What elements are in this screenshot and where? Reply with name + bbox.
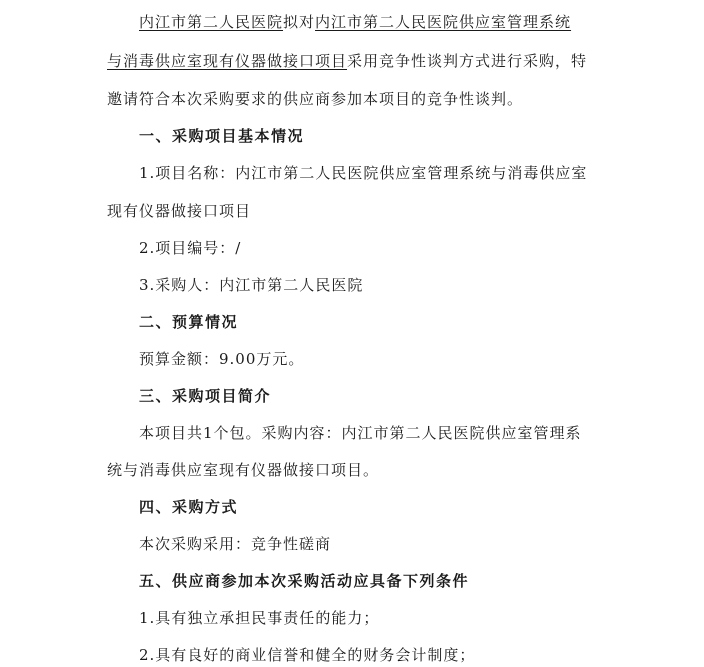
project-summary-line-1: 本项目共1个包。采购内容：内江市第二人民医院供应室管理系 bbox=[139, 424, 582, 442]
section-2-heading: 二、预算情况 bbox=[139, 313, 239, 331]
project-name-line-1: 1.项目名称：内江市第二人民医院供应室管理系统与消毒供应室 bbox=[139, 164, 588, 182]
section-4-heading: 四、采购方式 bbox=[139, 498, 239, 516]
section-1-heading: 一、采购项目基本情况 bbox=[139, 127, 305, 145]
intro-line-1 bbox=[139, 12, 639, 32]
budget-amount: 预算金额：9.00万元。 bbox=[139, 350, 305, 368]
project-name-part-1: 内江市第二人民医院供应室管理系统 bbox=[315, 13, 572, 31]
intro-line-2 bbox=[107, 51, 607, 71]
condition-item-1: 1.具有独立承担民事责任的能力； bbox=[139, 609, 380, 627]
intro-line-3: 邀请符合本次采购要求的供应商参加本项目的竞争性谈判。 bbox=[107, 90, 524, 108]
project-name-part-2: 与消毒供应室现有仪器做接口项目 bbox=[107, 52, 348, 70]
purchaser-name: 内江市第二人民医院 bbox=[139, 13, 284, 31]
intro-method-text: 采用竞争性谈判方式进行采购，特 bbox=[347, 52, 588, 70]
intro-text-verb: 拟对 bbox=[283, 13, 316, 31]
purchaser: 3.采购人：内江市第二人民医院 bbox=[139, 276, 364, 294]
procurement-method: 本次采购采用：竞争性磋商 bbox=[139, 535, 332, 553]
condition-item-2: 2.具有良好的商业信誉和健全的财务会计制度； bbox=[139, 646, 476, 664]
project-number: 2.项目编号：/ bbox=[139, 239, 242, 257]
section-5-heading: 五、供应商参加本次采购活动应具备下列条件 bbox=[139, 572, 470, 590]
project-name-line-2: 现有仪器做接口项目 bbox=[107, 202, 252, 220]
section-3-heading: 三、采购项目简介 bbox=[139, 387, 272, 405]
project-summary-line-2: 统与消毒供应室现有仪器做接口项目。 bbox=[107, 461, 380, 479]
